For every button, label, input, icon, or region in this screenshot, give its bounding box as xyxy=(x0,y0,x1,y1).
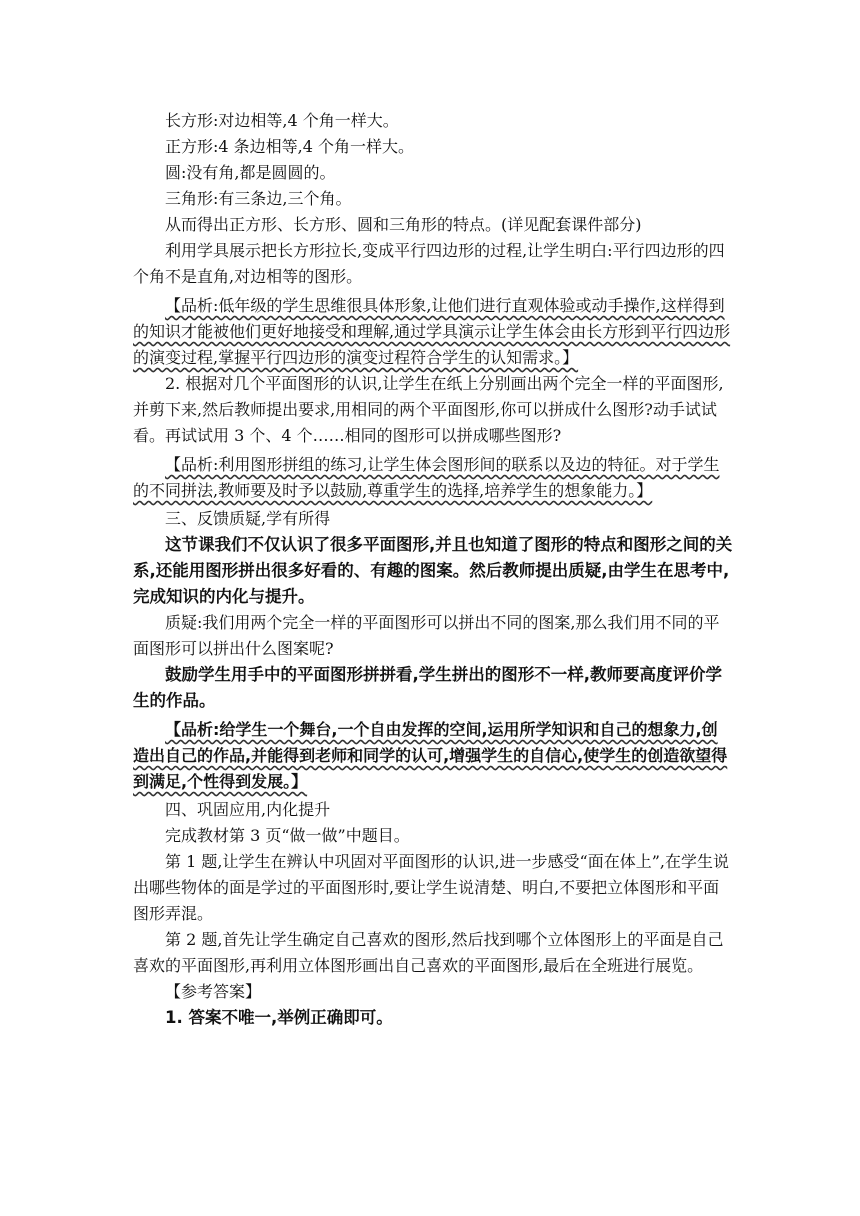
text-paragraph: 第 2 题,首先让学生确定自己喜欢的图形,然后找到哪个立体图形上的平面是自己喜欢的平面图形,再利用立体图形画出自己喜欢的平面图形,最后在全班进行展览。 xyxy=(133,930,724,975)
answer-heading: 【参考答案】 xyxy=(165,982,262,1001)
analysis-note: 【品析:低年级的学生思维很具体形象,让他们进行直观体验或动手操作,这样得到的知识才能被他们更好地接受和理解,通过学具演示让学生体会由长方形到平行四边形的演变过程,掌握平行四边形的演变过程符合学生的认知需求。】 xyxy=(133,296,731,367)
text-paragraph: 质疑:我们用两个完全一样的平面图形可以拼出不同的图案,那么我们用不同的平面图形可以拼出什么图案呢? xyxy=(133,613,720,658)
text-line: 圆:没有角,都是圆圆的。 xyxy=(165,163,336,182)
analysis-note: 【品析:给学生一个舞台,一个自由发挥的空间,运用所学知识和自己的想象力,创造出自己的作品,并能得到老师和同学的认可,增强学生的自信心,使学生的创造欲望得到满足,个性得到发展。】 xyxy=(133,720,728,791)
text-paragraph: 这节课我们不仅认识了很多平面图形,并且也知道了图形的特点和图形之间的关系,还能用图形拼出很多好看的、有趣的图案。然后教师提出质疑,由学生在思考中,完成知识的内化与提升。 xyxy=(133,535,733,606)
analysis-note: 【品析:利用图形拼组的练习,让学生体会图形间的联系以及边的特征。对于学生的不同拼法,教师要及时予以鼓励,尊重学生的选择,培养学生的想象能力。】 xyxy=(133,455,720,500)
text-paragraph: 第 1 题,让学生在辨认中巩固对平面图形的认识,进一步感受“面在体上”,在学生说出哪些物体的面是学过的平面图形时,要让学生说清楚、明白,不要把立体图形和平面图形弄混。 xyxy=(133,852,729,923)
section-heading: 三、反馈质疑,学有所得 xyxy=(165,509,331,528)
text-line: 三角形:有三条边,三个角。 xyxy=(165,189,352,208)
answer-line: 1. 答案不唯一,举例正确即可。 xyxy=(165,1008,393,1027)
text-paragraph: 鼓励学生用手中的平面图形拼拼看,学生拼出的图形不一样,教师要高度评价学生的作品。 xyxy=(133,665,723,710)
section-heading: 四、巩固应用,内化提升 xyxy=(165,800,331,819)
text-line: 从而得出正方形、长方形、圆和三角形的特点。(详见配套课件部分) xyxy=(165,215,642,234)
text-paragraph: 2. 根据对几个平面图形的认识,让学生在纸上分别画出两个完全一样的平面图形,并剪下来,然后教师提出要求,用相同的两个平面图形,你可以拼成什么图形?动手试试看。再试试用 3 个、4 个……相同的图形可以拼成哪些图形? xyxy=(133,374,724,445)
document-body xyxy=(133,108,733,1031)
text-line: 长方形:对边相等,4 个角一样大。 xyxy=(165,111,399,130)
text-paragraph: 完成教材第 3 页“做一做”中题目。 xyxy=(165,826,410,845)
text-paragraph: 利用学具展示把长方形拉长,变成平行四边形的过程,让学生明白:平行四边形的四个角不是直角,对边相等的图形。 xyxy=(133,241,725,286)
text-line: 正方形:4 条边相等,4 个角一样大。 xyxy=(165,137,415,156)
